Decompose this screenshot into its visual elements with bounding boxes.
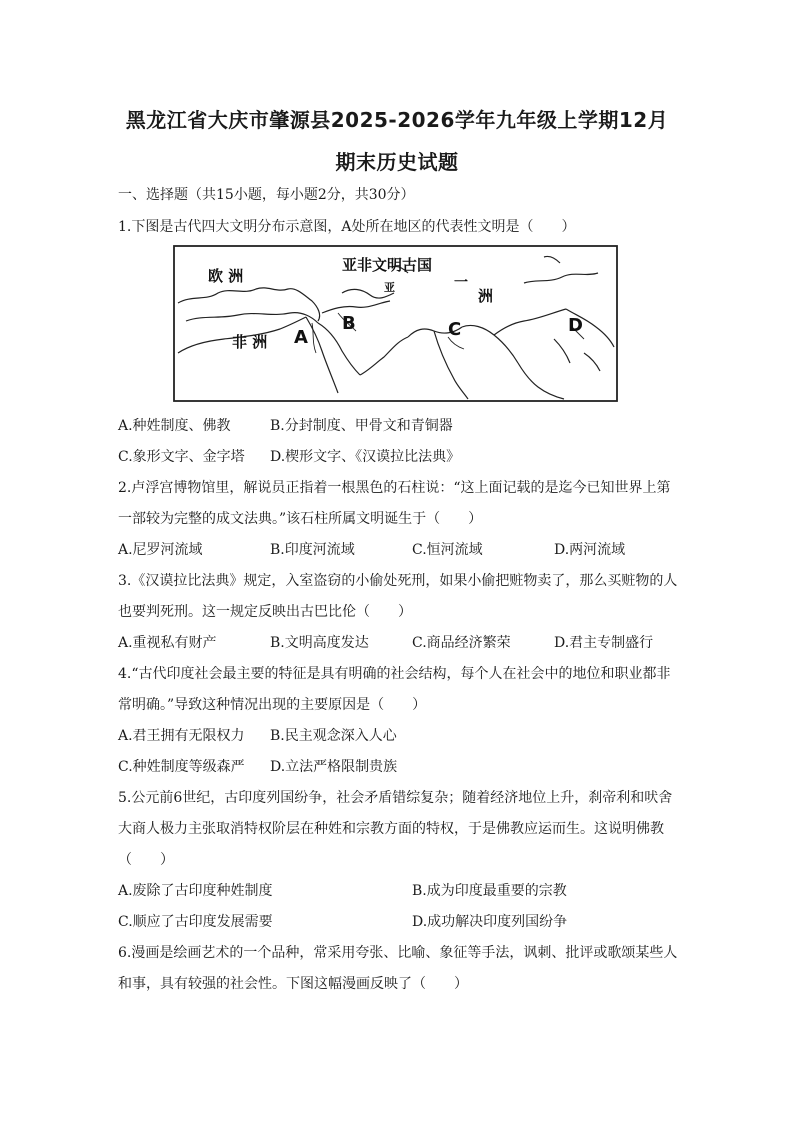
page-title-line1: 黑龙江省大庆市肇源县2025-2026学年九年级上学期12月 bbox=[125, 108, 669, 132]
asia-small-label: 亚 bbox=[384, 281, 395, 294]
q3-option-c: C.商品经济繁荣 bbox=[412, 635, 511, 651]
map-point-c: C bbox=[448, 319, 462, 340]
q5-option-c: C.顺应了古印度发展需要 bbox=[118, 914, 273, 930]
q5-option-b: B.成为印度最重要的宗教 bbox=[412, 883, 567, 899]
question-3-line1: 3.《汉谟拉比法典》规定，入室盗窃的小偷处死刑，如果小偷把赃物卖了，那么买赃物的人 bbox=[118, 573, 678, 589]
ancient-civilizations-map bbox=[172, 243, 620, 405]
question-2-line1: 2.卢浮宫博物馆里，解说员正指着一根黑色的石柱说：“这上面记载的是迄今已知世界上第 bbox=[118, 480, 671, 496]
q5-option-d: D.成功解决印度列国纷争 bbox=[412, 914, 568, 930]
map-point-d: D bbox=[568, 315, 583, 336]
q2-option-d: D.两河流域 bbox=[554, 542, 626, 558]
q3-option-d: D.君主专制盛行 bbox=[554, 635, 654, 651]
q4-option-a: A.君王拥有无限权力 bbox=[118, 728, 245, 744]
question-5-line2: 大商人极力主张取消特权阶层在种姓和宗教方面的特权，于是佛教应运而生。这说明佛教 bbox=[118, 821, 664, 837]
q4-option-b: B.民主观念深入人心 bbox=[270, 728, 397, 744]
section-heading: 一、选择题（共15小题，每小题2分，共30分） bbox=[118, 187, 415, 203]
question-2-line2: 一部较为完整的成文法典。”该石柱所属文明诞生于（ ） bbox=[118, 511, 483, 527]
question-3-line2: 也要判死刑。这一规定反映出古巴比伦（ ） bbox=[118, 604, 412, 620]
africa-label: 非 洲 bbox=[232, 333, 268, 351]
page-title-line2: 期末历史试题 bbox=[335, 150, 459, 174]
question-4-line1: 4.“古代印度社会最主要的特征是具有明确的社会结构，每个人在社会中的地位和职业都非 bbox=[118, 666, 671, 682]
question-4-line2: 常明确。”导致这种情况出现的主要原因是（ ） bbox=[118, 697, 427, 713]
q2-option-a: A.尼罗河流域 bbox=[118, 542, 203, 558]
question-5-line1: 5.公元前6世纪，古印度列国纷争，社会矛盾错综复杂；随着经济地位上升，刹帝利和吠舍 bbox=[118, 790, 673, 806]
q2-option-b: B.印度河流域 bbox=[270, 542, 355, 558]
map-point-b: B bbox=[342, 313, 356, 334]
q4-option-d: D.立法严格限制贵族 bbox=[270, 759, 398, 775]
europe-label: 欧 洲 bbox=[208, 267, 244, 285]
q4-option-c: C.种姓制度等级森严 bbox=[118, 759, 245, 775]
q3-option-b: B.文明高度发达 bbox=[270, 635, 369, 651]
map-point-a: A bbox=[294, 327, 308, 348]
q5-option-a: A.废除了古印度种姓制度 bbox=[118, 883, 273, 899]
question-1-text: 1.下图是古代四大文明分布示意图，A处所在地区的代表性文明是（ ） bbox=[118, 219, 576, 235]
question-5-line3: （ ） bbox=[118, 852, 174, 868]
q1-option-c: C.象形文字、金字塔 bbox=[118, 449, 245, 465]
q3-option-a: A.重视私有财产 bbox=[118, 635, 217, 651]
asia-dash-label: 一 bbox=[454, 275, 468, 291]
asia-label: 洲 bbox=[478, 287, 494, 305]
q1-option-d: D.楔形文字、《汉谟拉比法典》 bbox=[270, 449, 461, 465]
q1-option-a: A.种姓制度、佛教 bbox=[118, 418, 231, 434]
q2-option-c: C.恒河流域 bbox=[412, 542, 483, 558]
question-6-line1: 6.漫画是绘画艺术的一个品种，常采用夸张、比喻、象征等手法，讽刺、批评或歌颂某些人 bbox=[118, 945, 678, 961]
question-6-line2: 和事，具有较强的社会性。下图这幅漫画反映了（ ） bbox=[118, 976, 468, 992]
map-title: 亚非文明古国 bbox=[342, 256, 433, 274]
q1-option-b: B.分封制度、甲骨文和青铜器 bbox=[270, 418, 453, 434]
